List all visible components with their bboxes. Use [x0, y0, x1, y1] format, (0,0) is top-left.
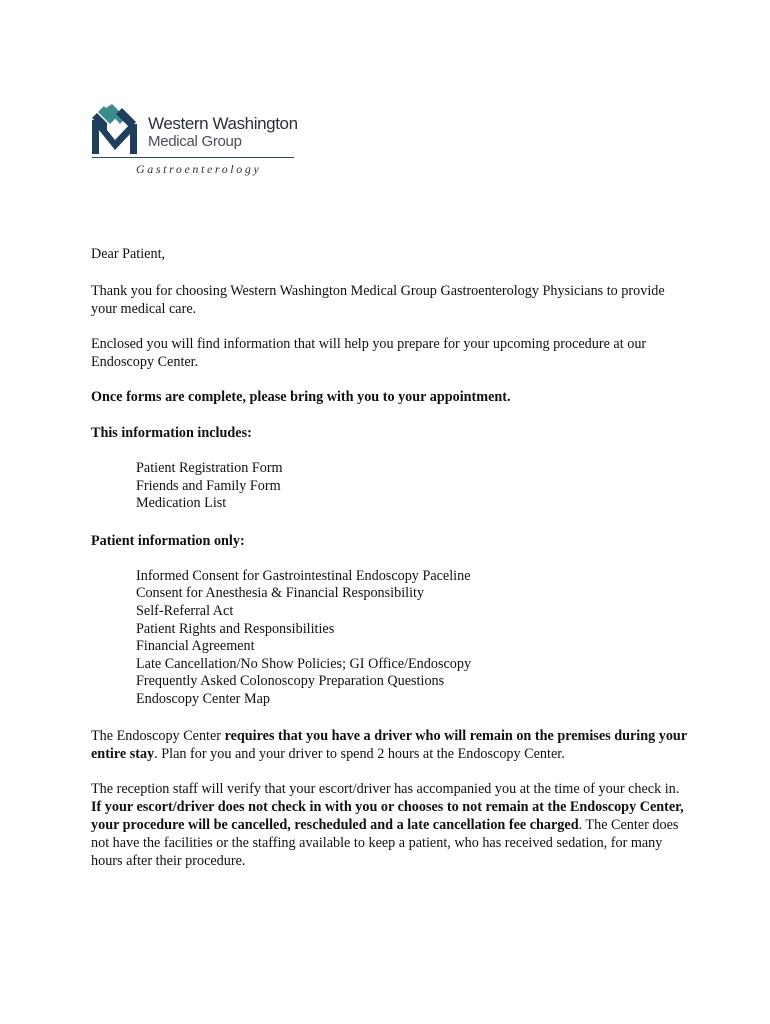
logo-org-name: Western Washington: [148, 114, 298, 133]
includes-list: [136, 460, 691, 513]
list-item: Self-Referral Act: [136, 602, 234, 619]
list-item: Patient Rights and Responsibilities: [136, 620, 335, 637]
driver-requirement: requires that you have a driver who will remain on the premises during your entire stay: [91, 727, 687, 762]
list-item: Late Cancellation/No Show Policies; GI Office/Endoscopy: [136, 655, 472, 672]
reception-text: The reception staff will verify that your escort/driver has accompanied you at the time of your check in.: [91, 780, 680, 797]
wwmg-logo-mark-icon: [92, 104, 138, 154]
driver-text: The Endoscopy Center: [91, 727, 225, 744]
includes-heading: This information includes:: [91, 425, 252, 441]
paragraph-thanks: Thank you for choosing Western Washington Medical Group Gastroenterology Physicians to provide your medical care.: [91, 283, 665, 317]
list-item: Consent for Anesthesia & Financial Responsibility: [136, 585, 425, 602]
list-item: Friends and Family Form: [136, 477, 281, 494]
list-item: Endoscopy Center Map: [136, 690, 270, 707]
wwmg-logo: [92, 104, 302, 180]
paragraph-reception: [91, 780, 691, 870]
letter-body: [91, 245, 691, 887]
reception-text-end: . The Center does not have the facilities or the staffing available to keep a patient, who has received sedation, for many hours after their procedure.: [91, 816, 679, 869]
paragraph-driver: [91, 727, 691, 763]
paragraph-enclosed: Enclosed you will find information that will help you prepare for your upcoming procedure at our Endoscopy Center.: [91, 336, 647, 370]
bring-notice: Once forms are complete, please bring with you to your appointment.: [91, 389, 511, 405]
reception-warning: If your escort/driver does not check in with you or chooses to not remain at the Endoscopy Center, your procedure will be cancelled, rescheduled and a late cancellation fee charged: [91, 798, 684, 833]
logo-org-subname: Medical Group: [148, 133, 242, 150]
salutation: Dear Patient,: [91, 246, 166, 262]
patient-only-heading: Patient information only:: [91, 532, 245, 549]
list-item: Frequently Asked Colonoscopy Preparation Questions: [136, 673, 445, 690]
driver-text-end: . Plan for you and your driver to spend 2 hours at the Endoscopy Center.: [154, 745, 565, 762]
list-item: Financial Agreement: [136, 638, 255, 655]
logo-department: Gastroenterology: [136, 162, 262, 176]
logo-divider: [92, 157, 294, 158]
list-item: Patient Registration Form: [136, 460, 283, 476]
patient-only-list: [136, 568, 691, 709]
list-item: Medication List: [136, 495, 227, 512]
list-item: Informed Consent for Gastrointestinal Endoscopy Paceline: [136, 567, 471, 584]
